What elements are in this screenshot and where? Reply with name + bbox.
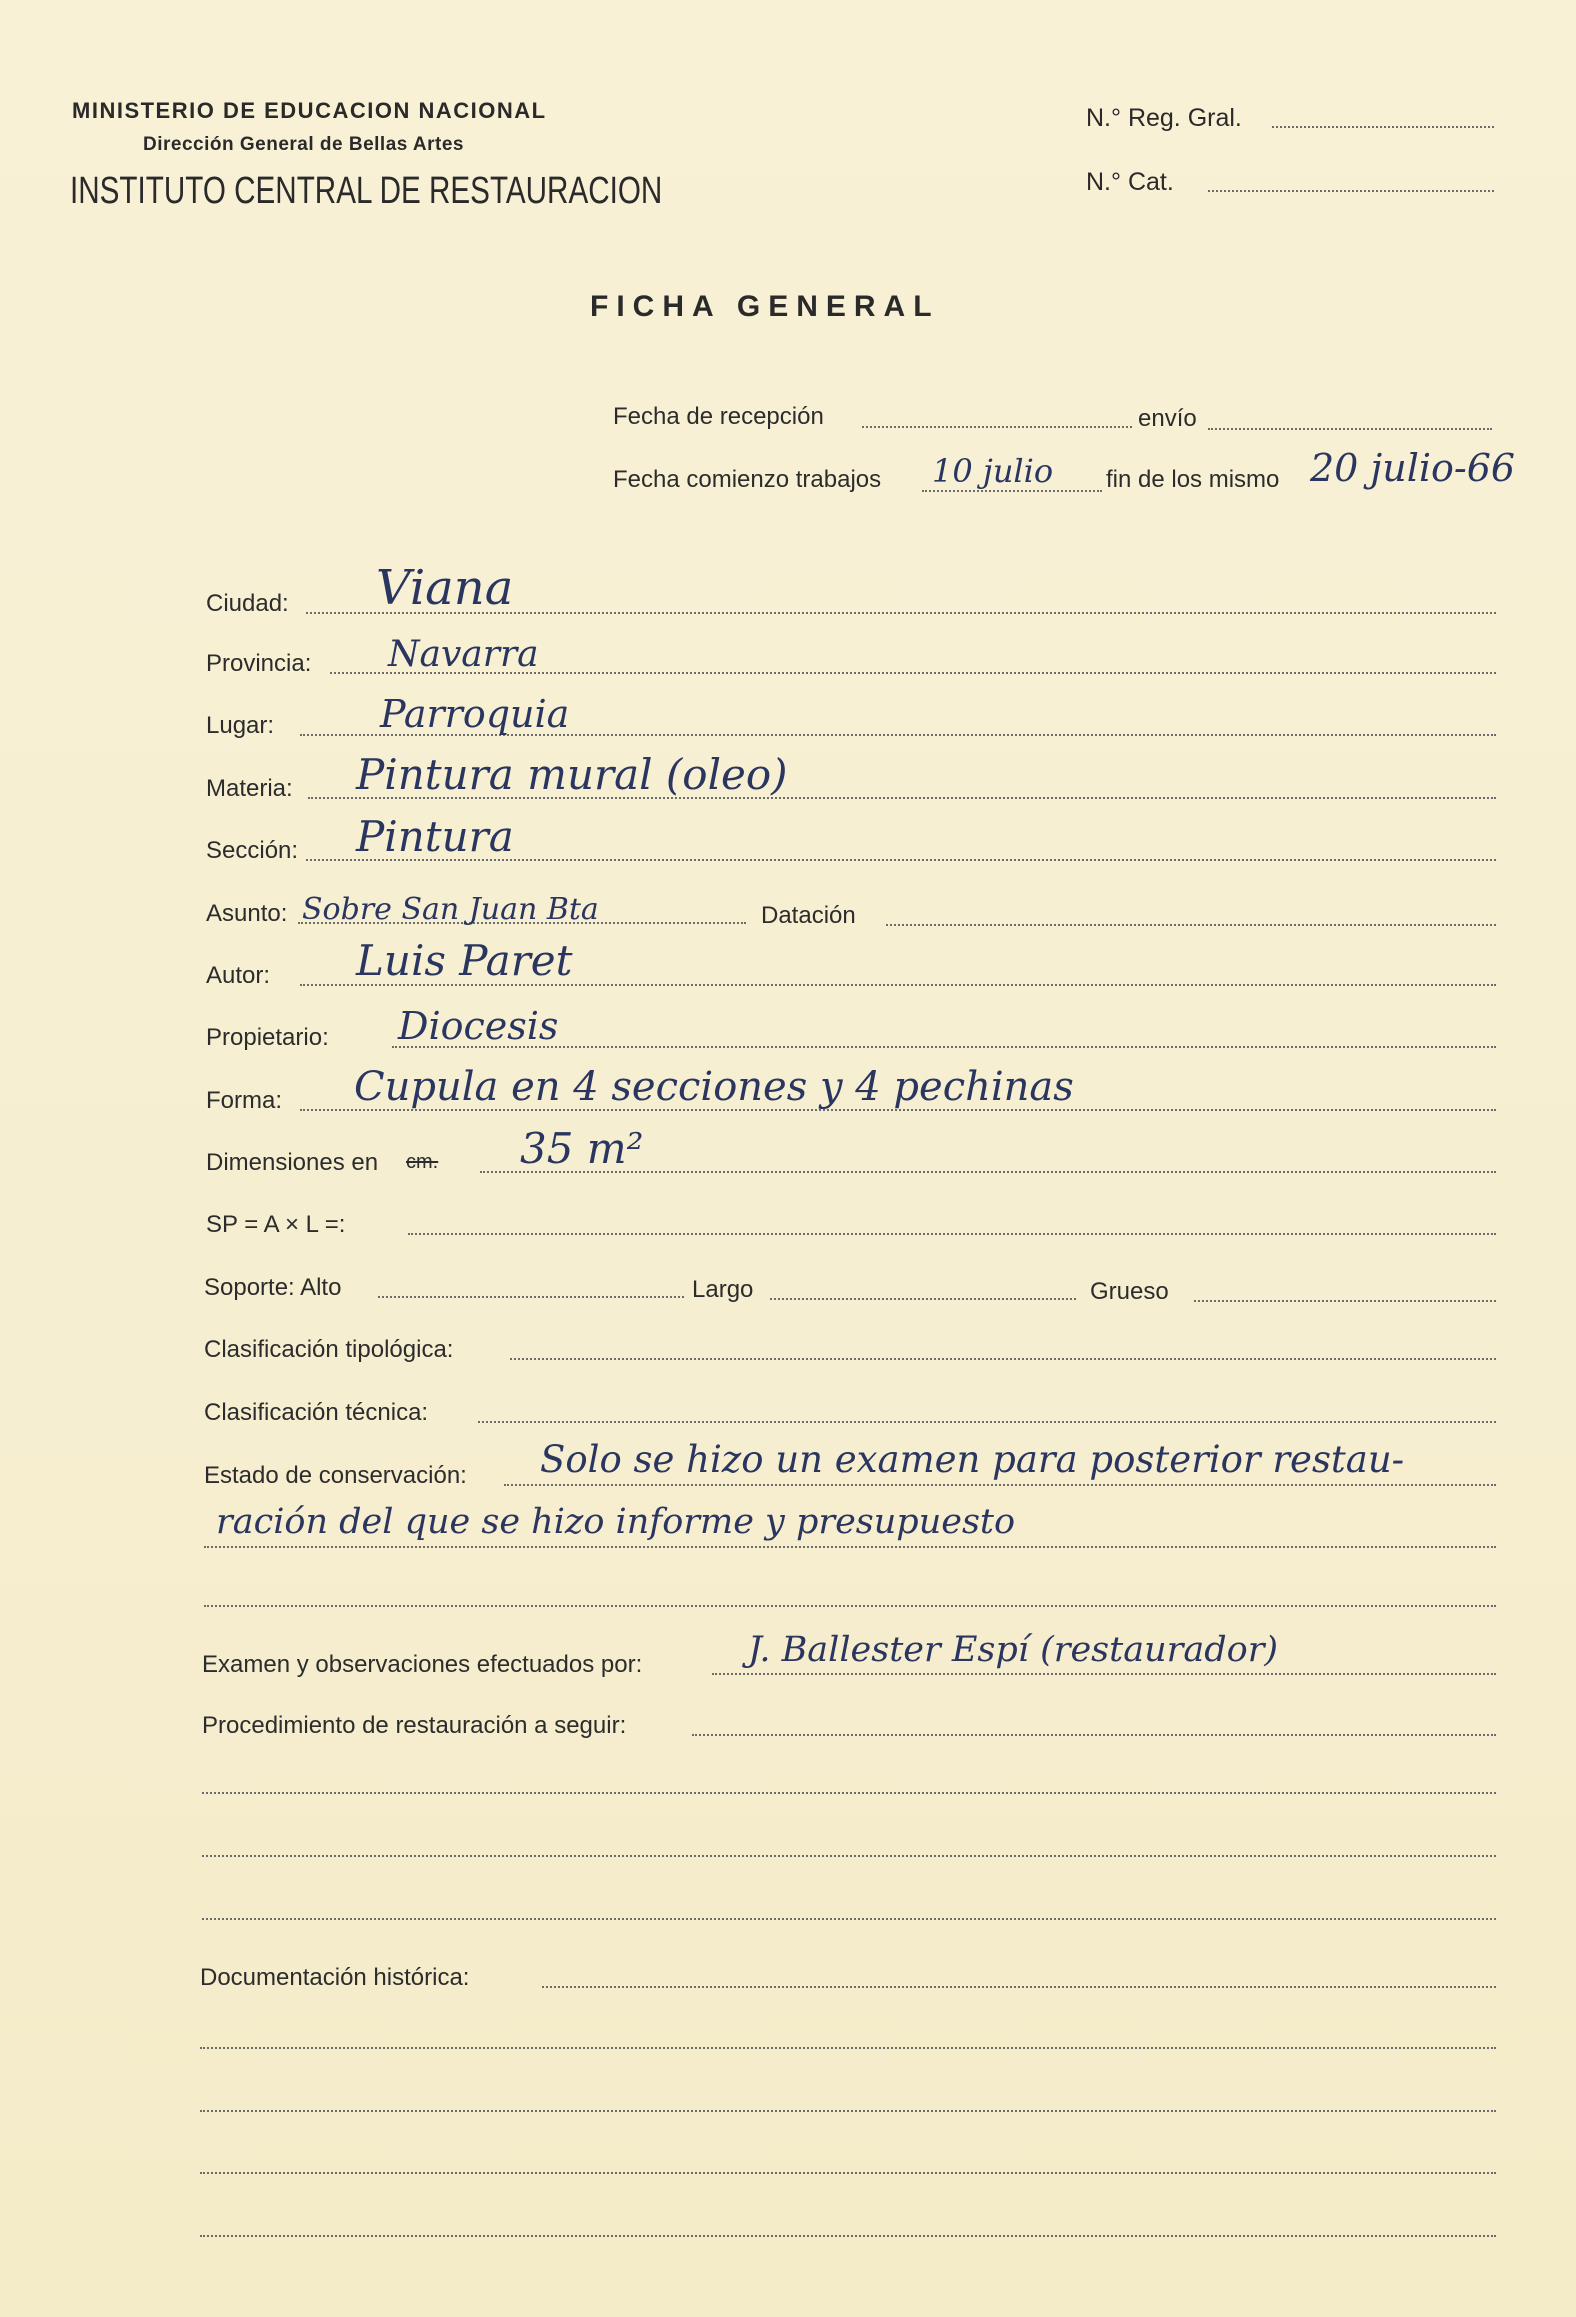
seccion-value: Pintura xyxy=(356,812,514,861)
asunto-value: Sobre San Juan Bta xyxy=(302,892,599,927)
documentacion-line-5[interactable] xyxy=(200,2235,1496,2237)
clas-tecnica-line[interactable] xyxy=(478,1421,1496,1423)
soporte-alto-line[interactable] xyxy=(378,1296,684,1298)
end-date-value: 20 julio-66 xyxy=(1310,446,1516,490)
forma-label: Forma: xyxy=(206,1087,283,1114)
documentacion-line-1[interactable] xyxy=(542,1986,1496,1988)
institute-header: INSTITUTO CENTRAL DE RESTAURACION xyxy=(70,170,663,212)
estado-label: Estado de conservación: xyxy=(204,1462,467,1489)
provincia-label: Provincia: xyxy=(206,650,312,677)
procedimiento-line-1[interactable] xyxy=(692,1734,1496,1736)
reg-gral-label: N.° Reg. Gral. xyxy=(1086,104,1242,132)
start-date-line[interactable] xyxy=(922,490,1102,492)
cat-label: N.° Cat. xyxy=(1086,168,1174,196)
clas-tecnica-label: Clasificación técnica: xyxy=(204,1399,429,1426)
shipping-label: envío xyxy=(1138,405,1197,432)
cat-line[interactable] xyxy=(1208,190,1494,192)
sp-line[interactable] xyxy=(408,1233,1496,1235)
direction-header: Dirección General de Bellas Artes xyxy=(143,134,464,155)
procedimiento-line-3[interactable] xyxy=(202,1855,1496,1857)
form-title: FICHA GENERAL xyxy=(590,290,940,323)
procedimiento-line-2[interactable] xyxy=(202,1792,1496,1794)
materia-value: Pintura mural (oleo) xyxy=(356,750,788,799)
documentacion-line-4[interactable] xyxy=(200,2172,1496,2174)
grueso-line[interactable] xyxy=(1194,1300,1496,1302)
examen-value: J. Ballester Espí (restaurador) xyxy=(748,1630,1279,1670)
examen-line[interactable] xyxy=(712,1673,1496,1675)
examen-label: Examen y observaciones efectuados por: xyxy=(202,1651,643,1678)
datacion-line[interactable] xyxy=(886,924,1496,926)
soporte-alto-label: Soporte: Alto xyxy=(204,1274,342,1301)
provincia-value: Navarra xyxy=(388,634,539,675)
propietario-value: Diocesis xyxy=(398,1004,559,1048)
reg-gral-line[interactable] xyxy=(1272,126,1494,128)
shipping-line[interactable] xyxy=(1208,428,1492,430)
datacion-label: Datación xyxy=(761,902,856,929)
estado-value-line-1: Solo se hizo un examen para posterior restau- xyxy=(540,1438,1405,1481)
estado-line-1[interactable] xyxy=(504,1484,1496,1486)
clas-tipologica-label: Clasificación tipológica: xyxy=(204,1336,454,1363)
estado-value-line-2: ración del que se hizo informe y presupuesto xyxy=(216,1502,1016,1542)
clas-tipologica-line[interactable] xyxy=(510,1358,1496,1360)
autor-label: Autor: xyxy=(206,962,271,989)
reception-date-line[interactable] xyxy=(862,426,1132,428)
documentacion-line-3[interactable] xyxy=(200,2110,1496,2112)
seccion-label: Sección: xyxy=(206,837,299,864)
forma-value: Cupula en 4 secciones y 4 pechinas xyxy=(354,1064,1074,1110)
start-date-value: 10 julio xyxy=(932,452,1054,490)
documentacion-line-2[interactable] xyxy=(200,2047,1496,2049)
largo-label: Largo xyxy=(692,1276,754,1303)
dimensiones-unit-struck: cm. xyxy=(406,1151,439,1173)
autor-value: Luis Paret xyxy=(356,936,573,985)
asunto-label: Asunto: xyxy=(206,900,288,927)
procedimiento-label: Procedimiento de restauración a seguir: xyxy=(202,1712,627,1739)
ciudad-label: Ciudad: xyxy=(206,590,289,617)
end-date-label: fin de los mismo xyxy=(1106,466,1280,493)
largo-line[interactable] xyxy=(770,1298,1076,1300)
start-date-label: Fecha comienzo trabajos xyxy=(613,466,882,493)
procedimiento-line-4[interactable] xyxy=(202,1918,1496,1920)
estado-line-2[interactable] xyxy=(204,1546,1496,1548)
sp-label: SP = A × L =: xyxy=(206,1211,346,1238)
ministry-header: MINISTERIO DE EDUCACION NACIONAL xyxy=(72,98,547,123)
ciudad-value: Viana xyxy=(376,560,514,616)
lugar-value: Parroquia xyxy=(380,692,570,736)
grueso-label: Grueso xyxy=(1090,1278,1169,1305)
dimensiones-value: 35 m² xyxy=(520,1124,644,1173)
documentacion-label: Documentación histórica: xyxy=(200,1964,470,1991)
estado-line-3[interactable] xyxy=(204,1605,1496,1607)
reception-date-label: Fecha de recepción xyxy=(613,403,824,430)
materia-label: Materia: xyxy=(206,775,293,802)
lugar-label: Lugar: xyxy=(206,712,275,739)
dimensiones-label: Dimensiones en xyxy=(206,1149,379,1176)
propietario-label: Propietario: xyxy=(206,1024,329,1051)
